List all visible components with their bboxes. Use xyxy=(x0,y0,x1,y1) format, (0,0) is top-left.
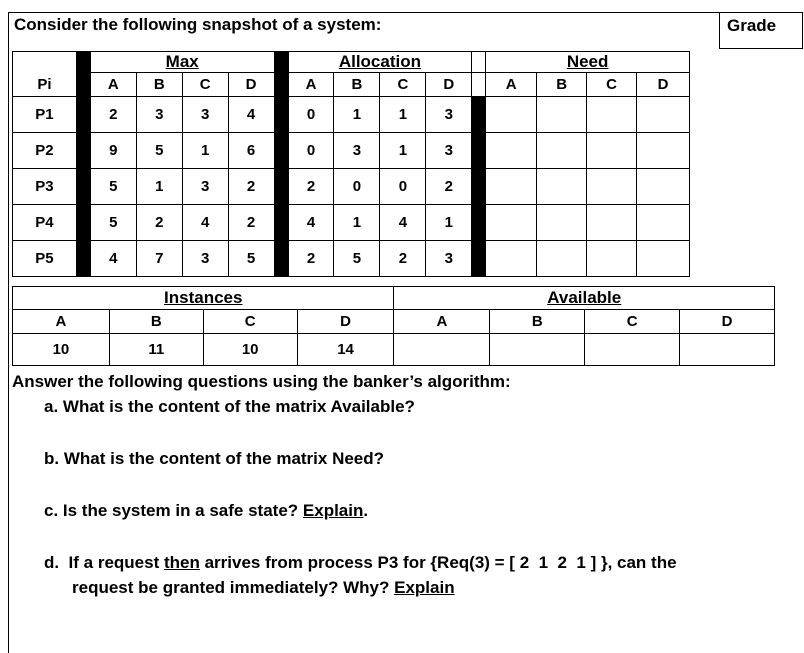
alloc-cell: 0 xyxy=(288,97,334,133)
question-d-pre: d. If a request xyxy=(44,553,164,572)
col-header: C xyxy=(587,73,637,97)
max-cell: 7 xyxy=(136,241,182,277)
alloc-cell: 2 xyxy=(380,241,426,277)
col-header: A xyxy=(288,73,334,97)
max-cell: 5 xyxy=(228,241,274,277)
question-c xyxy=(44,501,368,521)
need-cell xyxy=(537,205,587,241)
col-header: A xyxy=(486,73,537,97)
need-cell xyxy=(537,97,587,133)
resources-values-row xyxy=(13,334,775,366)
alloc-cell: 4 xyxy=(288,205,334,241)
table-row xyxy=(13,169,690,205)
alloc-cell: 1 xyxy=(334,205,380,241)
col-header: D xyxy=(680,310,775,334)
max-cell: 4 xyxy=(228,97,274,133)
need-cell xyxy=(486,97,537,133)
pi-header: Pi xyxy=(13,73,77,97)
col-header: D xyxy=(636,73,689,97)
question-a: a. What is the content of the matrix Available? xyxy=(44,397,415,416)
max-cell: 2 xyxy=(228,205,274,241)
alloc-cell: 0 xyxy=(334,169,380,205)
col-header: B xyxy=(334,73,380,97)
need-cell xyxy=(486,133,537,169)
col-header: D xyxy=(297,310,394,334)
available-cell xyxy=(585,334,680,366)
question-d-line2 xyxy=(72,578,455,598)
alloc-cell: 0 xyxy=(380,169,426,205)
max-cell: 3 xyxy=(182,169,228,205)
need-group-label: Need xyxy=(486,52,690,73)
available-cell xyxy=(490,334,585,366)
question-d2-text: request be granted immediately? Why? xyxy=(72,578,395,597)
need-cell xyxy=(587,97,637,133)
alloc-cell: 3 xyxy=(426,97,472,133)
max-cell: 1 xyxy=(136,169,182,205)
process-id: P5 xyxy=(13,241,77,277)
max-cell: 4 xyxy=(90,241,136,277)
need-cell xyxy=(486,205,537,241)
resources-table xyxy=(12,286,775,366)
instances-cell: 14 xyxy=(297,334,394,366)
resources-group-row xyxy=(13,287,775,310)
need-cell xyxy=(636,97,689,133)
need-cell xyxy=(636,241,689,277)
instances-cell: 10 xyxy=(203,334,297,366)
max-cell: 3 xyxy=(182,97,228,133)
allocation-group-label: Allocation xyxy=(288,52,472,73)
resources-header-row xyxy=(13,310,775,334)
max-cell: 2 xyxy=(136,205,182,241)
max-group-label: Max xyxy=(90,52,274,73)
need-cell xyxy=(537,133,587,169)
col-header: A xyxy=(394,310,490,334)
col-header: C xyxy=(585,310,680,334)
max-cell: 5 xyxy=(136,133,182,169)
instances-cell: 11 xyxy=(109,334,203,366)
max-cell: 2 xyxy=(228,169,274,205)
need-cell xyxy=(636,205,689,241)
col-header: A xyxy=(13,310,110,334)
matrix-table xyxy=(12,51,690,277)
available-cell xyxy=(394,334,490,366)
page-title: Consider the following snapshot of a system: xyxy=(14,15,382,34)
max-cell: 5 xyxy=(90,169,136,205)
need-cell xyxy=(587,169,637,205)
need-cell xyxy=(587,133,637,169)
question-b: b. What is the content of the matrix Need? xyxy=(44,449,385,468)
questions-intro: Answer the following questions using the banker’s algorithm: xyxy=(12,372,511,391)
instances-cell: 10 xyxy=(13,334,110,366)
alloc-cell: 2 xyxy=(426,169,472,205)
table-row xyxy=(13,205,690,241)
max-cell: 6 xyxy=(228,133,274,169)
col-header: B xyxy=(109,310,203,334)
col-header: B xyxy=(537,73,587,97)
instances-label: Instances xyxy=(13,287,394,310)
process-id: P2 xyxy=(13,133,77,169)
max-cell: 2 xyxy=(90,97,136,133)
question-d xyxy=(44,553,677,573)
alloc-cell: 3 xyxy=(334,133,380,169)
table-row xyxy=(13,241,690,277)
available-cell xyxy=(680,334,775,366)
alloc-cell: 1 xyxy=(426,205,472,241)
table-row xyxy=(13,133,690,169)
alloc-cell: 2 xyxy=(288,169,334,205)
need-cell xyxy=(587,241,637,277)
col-header: A xyxy=(90,73,136,97)
process-id: P3 xyxy=(13,169,77,205)
col-header: C xyxy=(182,73,228,97)
alloc-cell: 2 xyxy=(288,241,334,277)
need-cell xyxy=(587,205,637,241)
max-cell: 9 xyxy=(90,133,136,169)
need-cell xyxy=(486,169,537,205)
available-label: Available xyxy=(394,287,775,310)
question-c-text: c. Is the system in a safe state? xyxy=(44,501,303,520)
max-cell: 3 xyxy=(182,241,228,277)
alloc-cell: 3 xyxy=(426,241,472,277)
max-cell: 5 xyxy=(90,205,136,241)
alloc-cell: 5 xyxy=(334,241,380,277)
process-id: P4 xyxy=(13,205,77,241)
matrix-column-header-row xyxy=(13,73,690,97)
need-cell xyxy=(486,241,537,277)
col-header: D xyxy=(426,73,472,97)
max-cell: 3 xyxy=(136,97,182,133)
need-cell xyxy=(636,133,689,169)
table-row xyxy=(13,97,690,133)
max-cell: 1 xyxy=(182,133,228,169)
question-d-mid: arrives from process P3 for {Req(3) = [ 2 1 2 1 ] }, can the xyxy=(199,553,677,572)
col-header: C xyxy=(203,310,297,334)
col-header: B xyxy=(490,310,585,334)
alloc-cell: 1 xyxy=(380,97,426,133)
need-cell xyxy=(537,241,587,277)
alloc-cell: 1 xyxy=(334,97,380,133)
alloc-cell: 4 xyxy=(380,205,426,241)
col-header: D xyxy=(228,73,274,97)
alloc-cell: 0 xyxy=(288,133,334,169)
explain-text: Explain xyxy=(394,578,455,597)
alloc-cell: 1 xyxy=(380,133,426,169)
col-header: C xyxy=(380,73,426,97)
explain-text: Explain xyxy=(302,501,364,520)
process-id: P1 xyxy=(13,97,77,133)
need-cell xyxy=(537,169,587,205)
matrix-group-header-row xyxy=(13,52,690,73)
then-text: then xyxy=(163,553,200,572)
need-cell xyxy=(636,169,689,205)
question-c-end: . xyxy=(363,501,369,520)
alloc-cell: 3 xyxy=(426,133,472,169)
grade-label: Grade xyxy=(727,16,777,35)
col-header: B xyxy=(136,73,182,97)
max-cell: 4 xyxy=(182,205,228,241)
